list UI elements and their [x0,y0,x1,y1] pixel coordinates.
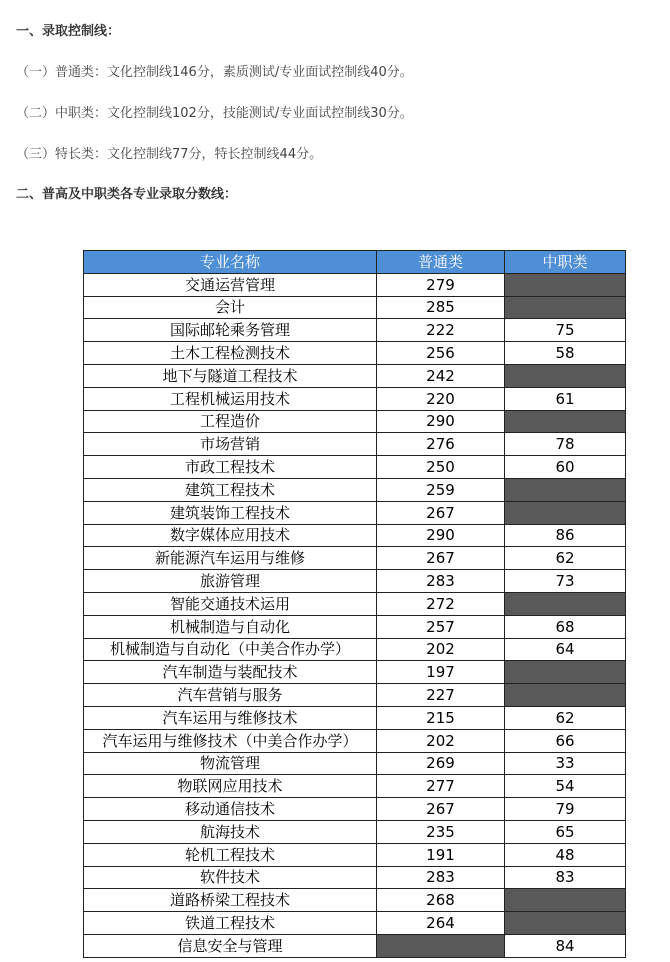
cell-major-name: 工程造价 [84,410,377,433]
table-row [84,273,626,296]
cell-general-score: 268 [377,889,505,912]
cell-vocational-score: 58 [505,342,626,365]
cell-vocational-score [505,273,626,296]
table-row [84,319,626,342]
cell-general-score: 259 [377,478,505,501]
cell-vocational-score [505,364,626,387]
cell-vocational-score [505,592,626,615]
cell-major-name: 汽车营销与服务 [84,684,377,707]
cell-general-score: 227 [377,684,505,707]
cell-vocational-score [505,410,626,433]
cell-major-name: 汽车制造与装配技术 [84,661,377,684]
control-line-specialty: （三）特长类：文化控制线77分，特长控制线44分。 [16,147,323,162]
cell-major-name: 汽车运用与维修技术（中美合作办学） [84,729,377,752]
cell-vocational-score: 33 [505,752,626,775]
table-row [84,729,626,752]
table-row [84,456,626,479]
cell-general-score: 279 [377,273,505,296]
cell-vocational-score: 54 [505,775,626,798]
table-row [84,775,626,798]
cell-major-name: 机械制造与自动化 [84,615,377,638]
cell-general-score: 197 [377,661,505,684]
cell-major-name: 国际邮轮乘务管理 [84,319,377,342]
cell-major-name: 市政工程技术 [84,456,377,479]
cell-vocational-score: 64 [505,638,626,661]
cell-vocational-score: 68 [505,615,626,638]
cell-major-name: 工程机械运用技术 [84,387,377,410]
cell-vocational-score [505,889,626,912]
cell-vocational-score: 84 [505,934,626,957]
table-row [84,364,626,387]
cell-major-name: 铁道工程技术 [84,912,377,935]
table-body [84,273,626,957]
cell-general-score: 276 [377,433,505,456]
cell-vocational-score: 66 [505,729,626,752]
cell-general-score: 242 [377,364,505,387]
header-general: 普通类 [377,251,505,274]
cell-vocational-score: 79 [505,798,626,821]
table-row [84,501,626,524]
table-row [84,706,626,729]
table-row [84,615,626,638]
cell-major-name: 信息安全与管理 [84,934,377,957]
table-row [84,387,626,410]
cell-general-score: 257 [377,615,505,638]
cell-major-name: 汽车运用与维修技术 [84,706,377,729]
cell-vocational-score [505,501,626,524]
control-line-vocational: （二）中职类：文化控制线102分，技能测试/专业面试控制线30分。 [16,106,413,121]
table-row [84,912,626,935]
cell-general-score [377,934,505,957]
cell-major-name: 智能交通技术运用 [84,592,377,615]
cell-vocational-score: 86 [505,524,626,547]
cell-general-score: 215 [377,706,505,729]
cell-vocational-score: 61 [505,387,626,410]
cell-general-score: 202 [377,729,505,752]
cell-general-score: 191 [377,843,505,866]
cell-vocational-score: 65 [505,820,626,843]
cell-vocational-score [505,296,626,319]
table-row [84,866,626,889]
section-heading-control-lines: 一、录取控制线： [16,24,121,39]
cell-vocational-score: 48 [505,843,626,866]
cell-major-name: 软件技术 [84,866,377,889]
cell-vocational-score: 60 [505,456,626,479]
section-heading-major-scores: 二、普高及中职类各专业录取分数线： [16,187,238,202]
cell-major-name: 市场营销 [84,433,377,456]
cell-vocational-score [505,478,626,501]
cell-major-name: 建筑工程技术 [84,478,377,501]
table-row [84,889,626,912]
cell-major-name: 旅游管理 [84,570,377,593]
cell-major-name: 机械制造与自动化（中美合作办学） [84,638,377,661]
cell-general-score: 250 [377,456,505,479]
cell-major-name: 轮机工程技术 [84,843,377,866]
header-major-name: 专业名称 [84,251,377,274]
table-row [84,342,626,365]
cell-vocational-score: 62 [505,706,626,729]
cell-vocational-score: 62 [505,547,626,570]
cell-general-score: 222 [377,319,505,342]
table-row [84,820,626,843]
table-row [84,798,626,821]
cell-vocational-score [505,912,626,935]
table-row [84,570,626,593]
cell-general-score: 264 [377,912,505,935]
cell-vocational-score: 73 [505,570,626,593]
cell-vocational-score [505,684,626,707]
table-row [84,547,626,570]
cell-general-score: 267 [377,547,505,570]
cell-general-score: 285 [377,296,505,319]
table-row [84,934,626,957]
table-row [84,296,626,319]
table-row [84,478,626,501]
cell-major-name: 地下与隧道工程技术 [84,364,377,387]
cell-general-score: 220 [377,387,505,410]
cell-major-name: 新能源汽车运用与维修 [84,547,377,570]
cell-major-name: 物联网应用技术 [84,775,377,798]
cell-general-score: 202 [377,638,505,661]
cell-general-score: 269 [377,752,505,775]
cell-major-name: 道路桥梁工程技术 [84,889,377,912]
control-line-general: （一）普通类：文化控制线146分，素质测试/专业面试控制线40分。 [16,65,413,80]
cell-general-score: 235 [377,820,505,843]
cell-major-name: 土木工程检测技术 [84,342,377,365]
cell-general-score: 290 [377,524,505,547]
table-row [84,684,626,707]
cell-general-score: 283 [377,570,505,593]
cell-major-name: 数字媒体应用技术 [84,524,377,547]
cell-vocational-score [505,661,626,684]
cell-major-name: 交通运营管理 [84,273,377,296]
table-row [84,752,626,775]
cell-vocational-score: 75 [505,319,626,342]
table-row [84,524,626,547]
table-row [84,433,626,456]
cell-major-name: 物流管理 [84,752,377,775]
table-row [84,843,626,866]
table-header-row [84,251,626,274]
cell-general-score: 290 [377,410,505,433]
cell-general-score: 272 [377,592,505,615]
cell-general-score: 277 [377,775,505,798]
cell-general-score: 267 [377,501,505,524]
cell-general-score: 283 [377,866,505,889]
table-row [84,410,626,433]
cell-major-name: 航海技术 [84,820,377,843]
cell-general-score: 267 [377,798,505,821]
table-row [84,661,626,684]
table-row [84,638,626,661]
cell-major-name: 建筑装饰工程技术 [84,501,377,524]
header-vocational: 中职类 [505,251,626,274]
cell-general-score: 256 [377,342,505,365]
cell-vocational-score: 78 [505,433,626,456]
table-row [84,592,626,615]
cell-major-name: 移动通信技术 [84,798,377,821]
major-score-table [83,250,626,958]
cell-major-name: 会计 [84,296,377,319]
cell-vocational-score: 83 [505,866,626,889]
